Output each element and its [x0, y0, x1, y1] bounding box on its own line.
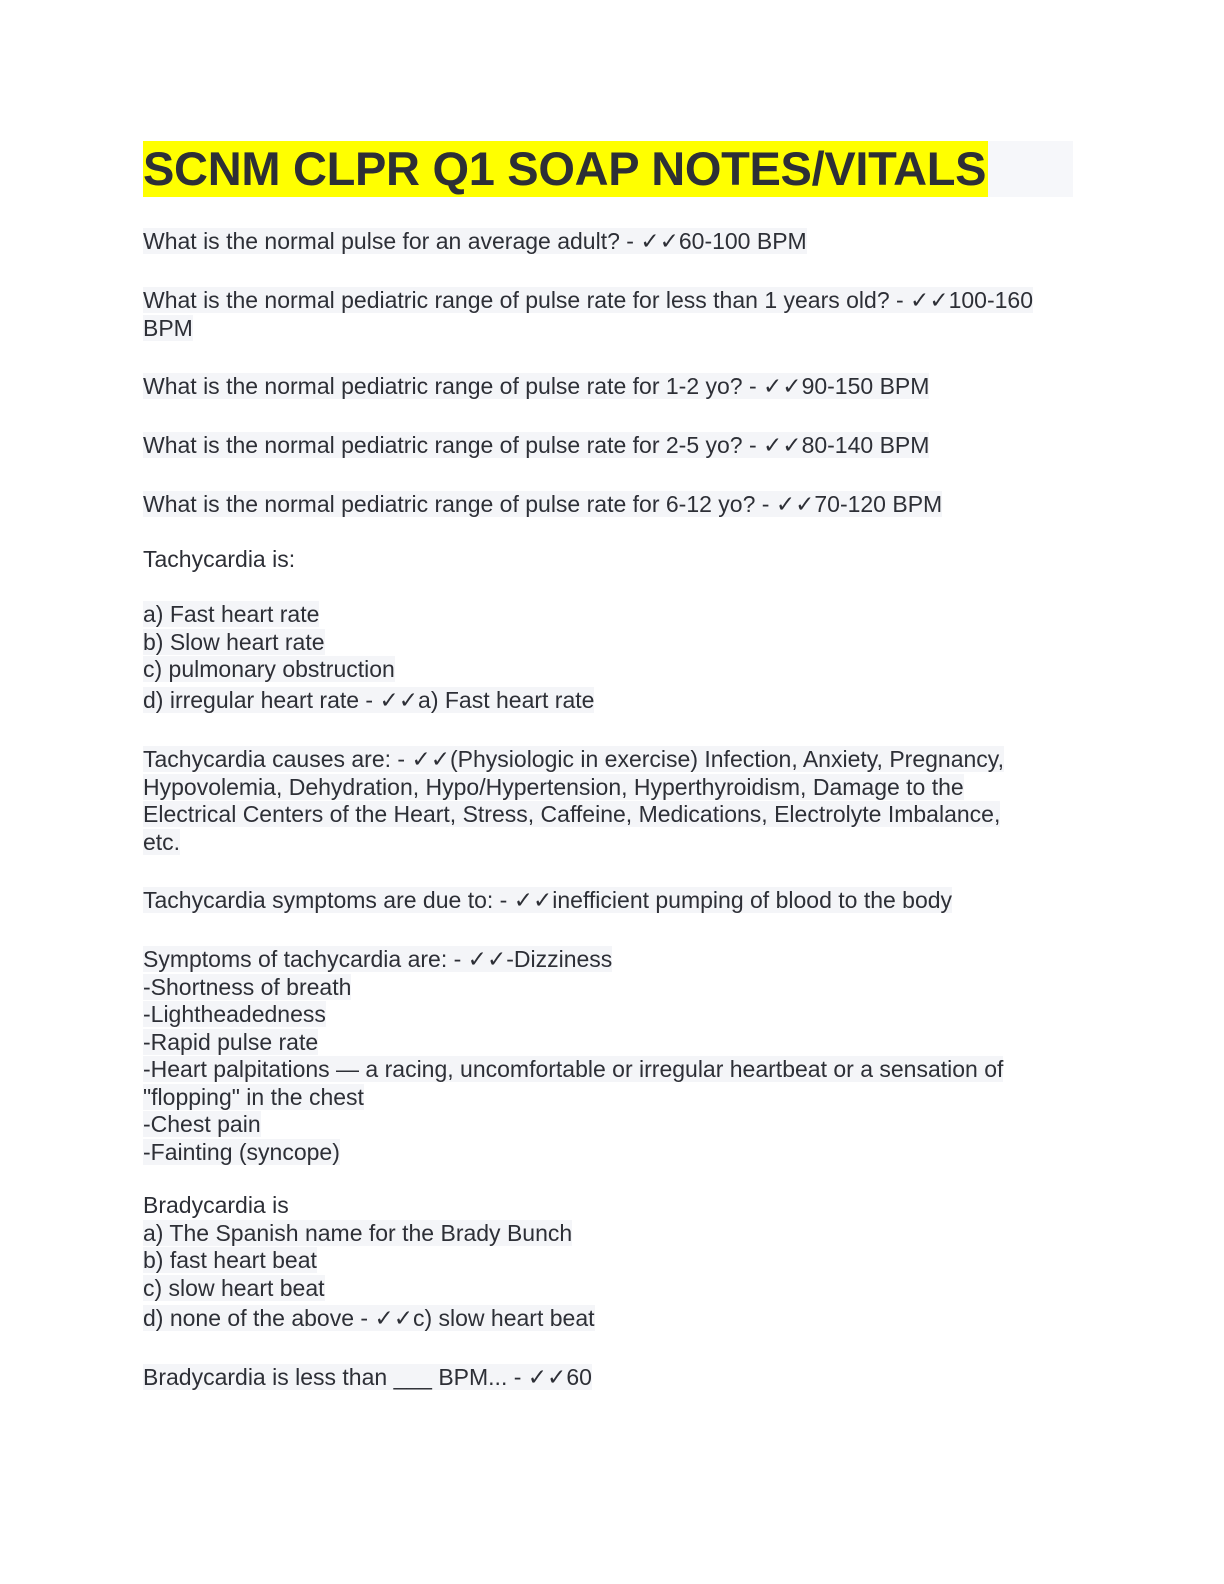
qa-text: Tachycardia symptoms are due to: - ✓✓inefficient pumping of blood to the body [143, 887, 953, 913]
symptom-line: -Rapid pulse rate [143, 1028, 319, 1055]
title-bar [143, 141, 1073, 197]
tachycardia-quiz-stem [143, 546, 1073, 574]
causes-line: etc. [143, 828, 181, 855]
symptom-line: -Fainting (syncope) [143, 1138, 340, 1165]
symptom-line: -Chest pain [143, 1111, 261, 1137]
causes-line: Hypovolemia, Dehydration, Hypo/Hypertension, Hyperthyroidism, Damage to the [143, 773, 964, 800]
causes-line: Tachycardia causes are: - ✓✓(Physiologic in exercise) Infection, Anxiety, Pregnancy, [143, 746, 1004, 772]
quiz-stem: Bradycardia is [143, 1192, 289, 1218]
tachycardia-quiz-options [143, 601, 1073, 714]
quiz-option: a) The Spanish name for the Brady Bunch [143, 1219, 573, 1246]
quiz-option-answer: d) irregular heart rate - ✓✓a) Fast heart rate [143, 686, 595, 713]
qa-text-line2: BPM [143, 314, 193, 341]
symptom-line: Symptoms of tachycardia are: - ✓✓-Dizziness [143, 946, 613, 972]
qa-text: What is the normal pediatric range of pulse rate for 1-2 yo? - ✓✓90-150 BPM [143, 373, 930, 399]
qa-text: What is the normal pediatric range of pulse rate for 6-12 yo? - ✓✓70-120 BPM [143, 491, 943, 517]
symptom-line: -Lightheadedness [143, 1001, 326, 1027]
qa-text: What is the normal pulse for an average adult? - ✓✓60-100 BPM [143, 228, 807, 254]
quiz-option: c) slow heart beat [143, 1274, 325, 1301]
qa-school-pulse [143, 491, 1073, 519]
bradycardia-quiz [143, 1192, 1073, 1333]
page-title: SCNM CLPR Q1 SOAP NOTES/VITALS [143, 142, 987, 195]
tachycardia-causes [143, 746, 1073, 856]
quiz-option-answer: d) none of the above - ✓✓c) slow heart beat [143, 1305, 595, 1331]
qa-infant-pulse [143, 287, 1073, 342]
quiz-option: b) Slow heart rate [143, 628, 325, 655]
document-page [143, 141, 1073, 1390]
quiz-option: a) Fast heart rate [143, 601, 320, 627]
causes-line: Electrical Centers of the Heart, Stress, Caffeine, Medications, Electrolyte Imbalance, [143, 801, 1001, 827]
symptom-line: -Heart palpitations — a racing, uncomfortable or irregular heartbeat or a sensation of [143, 1056, 1004, 1082]
qa-text: What is the normal pediatric range of pulse rate for 2-5 yo? - ✓✓80-140 BPM [143, 432, 930, 458]
quiz-option: b) fast heart beat [143, 1247, 317, 1273]
bradycardia-threshold [143, 1364, 1073, 1392]
qa-toddler-pulse [143, 373, 1073, 401]
symptom-line: -Shortness of breath [143, 973, 352, 1000]
quiz-stem: Tachycardia is: [143, 546, 296, 572]
qa-text: Bradycardia is less than ___ BPM... - ✓✓60 [143, 1364, 592, 1390]
qa-adult-pulse [143, 228, 1073, 256]
qa-preschool-pulse [143, 432, 1073, 460]
tachycardia-symptoms-due [143, 887, 1073, 915]
symptom-line: "flopping" in the chest [143, 1083, 364, 1110]
quiz-option: c) pulmonary obstruction [143, 656, 395, 682]
tachycardia-symptoms [143, 946, 1073, 1166]
qa-text-line1: What is the normal pediatric range of pulse rate for less than 1 years old? - ✓✓100-160 [143, 287, 1034, 313]
